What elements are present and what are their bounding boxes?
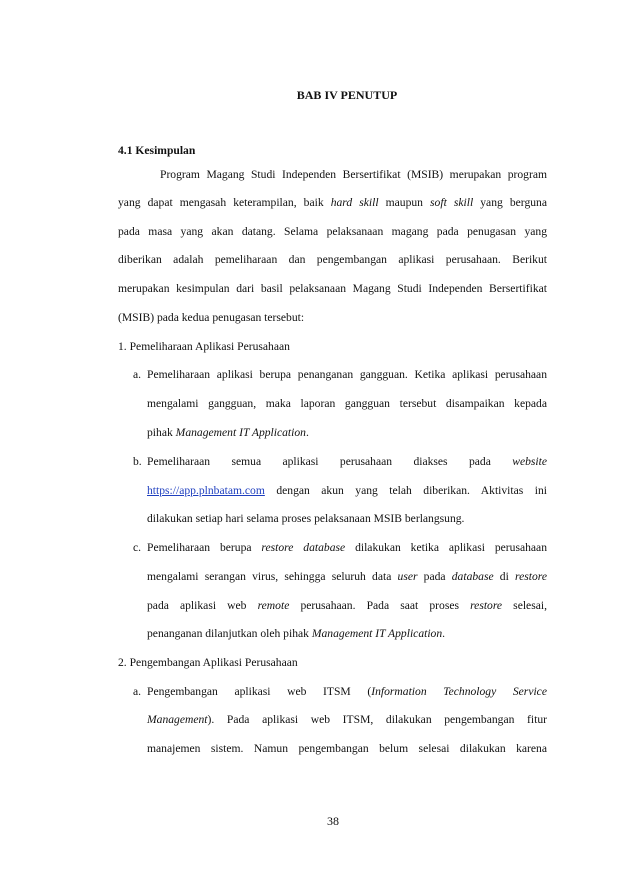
list-marker-2a: a. [133,685,142,698]
intro-line-6: (MSIB) pada kedua penugasan tersebut: [118,311,305,324]
item-1c-line-1: Pemeliharaan berupa restore database dilakukan ketika aplikasi perusahaan [147,541,547,554]
item-1c-line-4: penanganan dilanjutkan oleh pihak Management IT Application. [147,627,446,640]
intro-line-5: merupakan kesimpulan dari basil pelaksanaan Magang Studi Independen Bersertifikat [118,282,547,295]
intro-line-3: pada masa yang akan datang. Selama pelaksanaan magang pada penugasan yang [118,225,547,238]
item-1a-line-3: pihak Management IT Application. [147,426,309,439]
page-number: 38 [327,814,339,828]
item-2a-line-3: manajemen sistem. Namun pengembangan belum selesai dilakukan karena [147,742,547,755]
item-1a-line-2: mengalami gangguan, maka laporan gangguan tersebut disampaikan kepada [147,397,547,410]
item-2a-line-1: Pengembangan aplikasi web ITSM (Information Technology Service [147,685,547,698]
item-1c-line-2: mengalami serangan virus, sehingga seluruh data user pada database di restore [147,570,547,583]
item-1a-line-1: Pemeliharaan aplikasi berupa penanganan gangguan. Ketika aplikasi perusahaan [147,368,547,381]
item-1b-line-1: Pemeliharaan semua aplikasi perusahaan diakses pada website [147,455,547,468]
list-marker-1c: c. [133,541,142,554]
section-heading: 4.1 Kesimpulan [118,144,196,157]
website-link[interactable]: https://app.plnbatam.com [147,484,265,497]
item-1b-line-3: dilakukan setiap hari selama proses pelaksanaan MSIB berlangsung. [147,512,465,525]
intro-line-1: Program Magang Studi Independen Bersertifikat (MSIB) merupakan program [160,168,547,181]
chapter-title: BAB IV PENUTUP [296,88,398,102]
intro-line-2: yang dapat mengasah keterampilan, baik hard skill maupun soft skill yang berguna [118,196,547,209]
list-heading-2: 2. Pengembangan Aplikasi Perusahaan [118,656,298,669]
list-marker-1a: a. [133,368,142,381]
item-1b-line-2: https://app.plnbatam.com dengan akun yang telah diberikan. Aktivitas ini [147,484,547,497]
intro-line-4: diberikan adalah pemeliharaan dan pengembangan aplikasi perusahaan. Berikut [118,253,547,266]
item-1c-line-3: pada aplikasi web remote perusahaan. Pada saat proses restore selesai, [147,599,547,612]
item-2a-line-2: Management). Pada aplikasi web ITSM, dilakukan pengembangan fitur [147,713,547,726]
list-heading-1: 1. Pemeliharaan Aplikasi Perusahaan [118,340,290,353]
list-marker-1b: b. [133,455,142,468]
